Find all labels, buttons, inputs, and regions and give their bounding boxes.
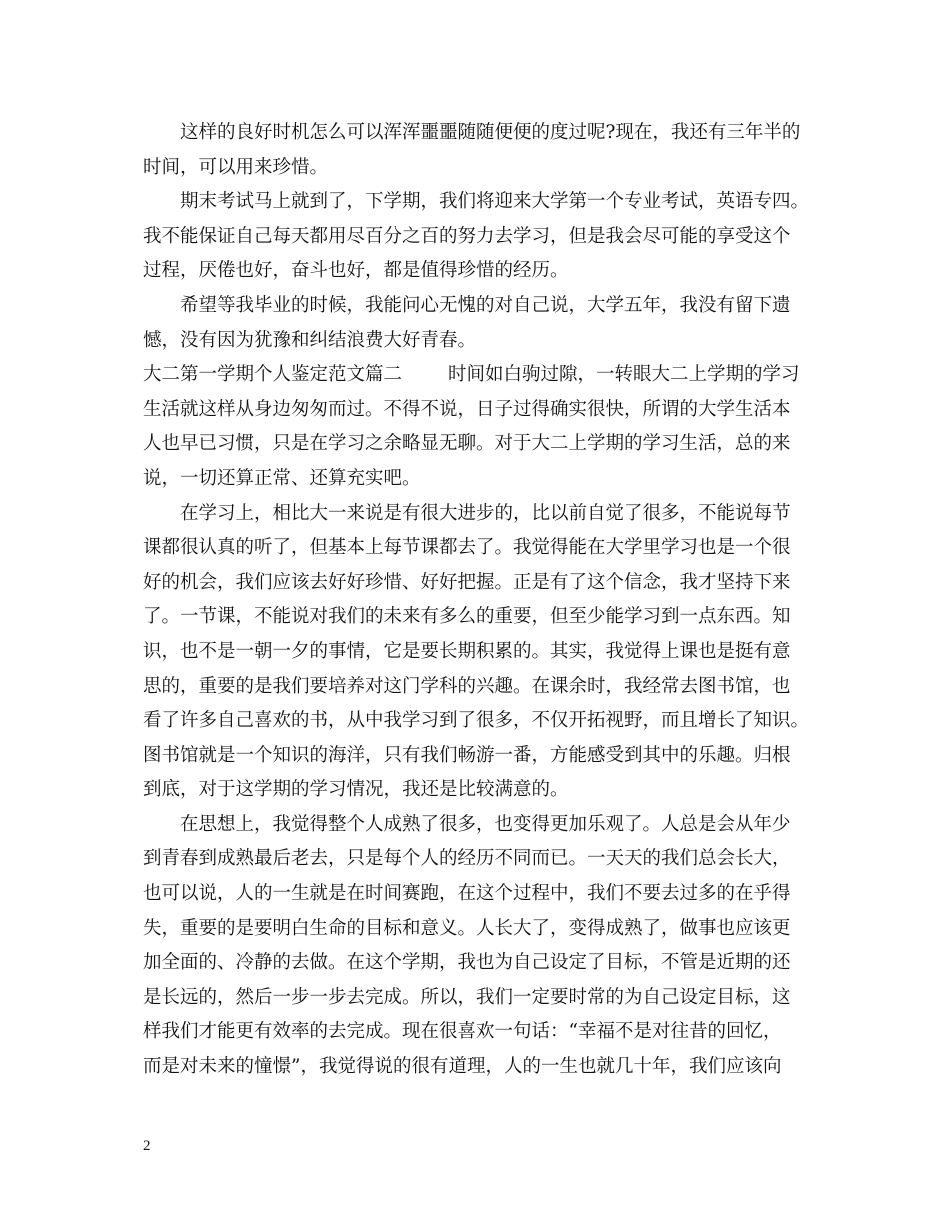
page-number: 2 xyxy=(143,1138,151,1154)
text-line: 样我们才能更有效率的去完成。现在很喜欢一句话：“幸福不是对往昔的回忆， xyxy=(143,1021,782,1043)
text-line: 加全面的、冷静的去做。在这个学期，我也为自己设定了目标，不管是近期的还 xyxy=(143,952,791,974)
text-line: 在思想上，我觉得整个人成熟了很多，也变得更加乐观了。人总是会从年少 xyxy=(180,813,791,835)
text-line: 我不能保证自己每天都用尽百分之百的努力去学习，但是我会尽可能的享受这个 xyxy=(143,225,791,247)
document-body xyxy=(143,116,815,1085)
text-line: 也可以说，人的一生就是在时间赛跑，在这个过程中，我们不要去过多的在乎得 xyxy=(143,883,791,905)
text-line: 而是对未来的憧憬”，我觉得说的很有道理，人的一生也就几十年，我们应该向 xyxy=(143,1056,782,1078)
text-line: 失，重要的是要明白生命的目标和意义。人长大了，变得成熟了，做事也应该更 xyxy=(143,917,791,939)
text-line: 识，也不是一朝一夕的事情，它是要长期积累的。其实，我觉得上课也是挺有意 xyxy=(143,640,791,662)
text-line: 希望等我毕业的时候，我能问心无愧的对自己说，大学五年，我没有留下遗 xyxy=(180,294,791,316)
text-line: 过程，厌倦也好，奋斗也好，都是值得珍惜的经历。 xyxy=(143,260,569,282)
text-line: 到底，对于这学期的学习情况，我还是比较满意的。 xyxy=(143,779,569,801)
text-line: 说，一切还算正常、还算充实吧。 xyxy=(143,467,421,489)
text-line: 是长远的，然后一步一步去完成。所以，我们一定要时常的为自己设定目标，这 xyxy=(143,986,791,1008)
text-line: 憾，没有因为犹豫和纠结浪费大好青春。 xyxy=(143,329,477,351)
text-line: 生活就这样从身边匆匆而过。不得不说，日子过得确实很快，所谓的大学生活本 xyxy=(143,398,791,420)
text-line: 期末考试马上就到了，下学期，我们将迎来大学第一个专业考试，英语专四。 xyxy=(180,191,810,213)
text-line: 这样的良好时机怎么可以浑浑噩噩随随便便的度过呢?现在，我还有三年半的 xyxy=(180,122,801,143)
text-line: 好的机会，我们应该去好好珍惜、好好把握。正是有了这个信念，我才坚持下来 xyxy=(143,571,791,593)
text-line: 看了许多自己喜欢的书，从中我学习到了很多，不仅开拓视野，而且增长了知识。 xyxy=(143,710,810,732)
text-line: 在学习上，相比大一来说是有很大进步的，比以前自觉了很多，不能说每节 xyxy=(180,502,791,524)
section-heading: 大二第一学期个人鉴定范文篇二 xyxy=(143,364,403,386)
text-line: 时间如白驹过隙，一转眼大二上学期的学习 xyxy=(448,364,800,386)
text-line: 时间，可以用来珍惜。 xyxy=(143,156,329,178)
text-line: 思的，重要的是我们要培养对这门学科的兴趣。在课余时，我经常去图书馆，也 xyxy=(143,675,791,697)
text-line: 图书馆就是一个知识的海洋，只有我们畅游一番，方能感受到其中的乐趣。归根 xyxy=(143,744,791,766)
text-line: 了。一节课，不能说对我们的未来有多么的重要，但至少能学习到一点东西。知 xyxy=(143,606,791,628)
text-line: 课都很认真的听了，但基本上每节课都去了。我觉得能在大学里学习也是一个很 xyxy=(143,537,791,559)
text-line: 人也早已习惯，只是在学习之余略显无聊。对于大二上学期的学习生活，总的来 xyxy=(143,433,791,455)
section-heading-line xyxy=(143,358,815,393)
text-line: 到青春到成熟最后老去，只是每个人的经历不同而已。一天天的我们总会长大， xyxy=(143,848,791,870)
